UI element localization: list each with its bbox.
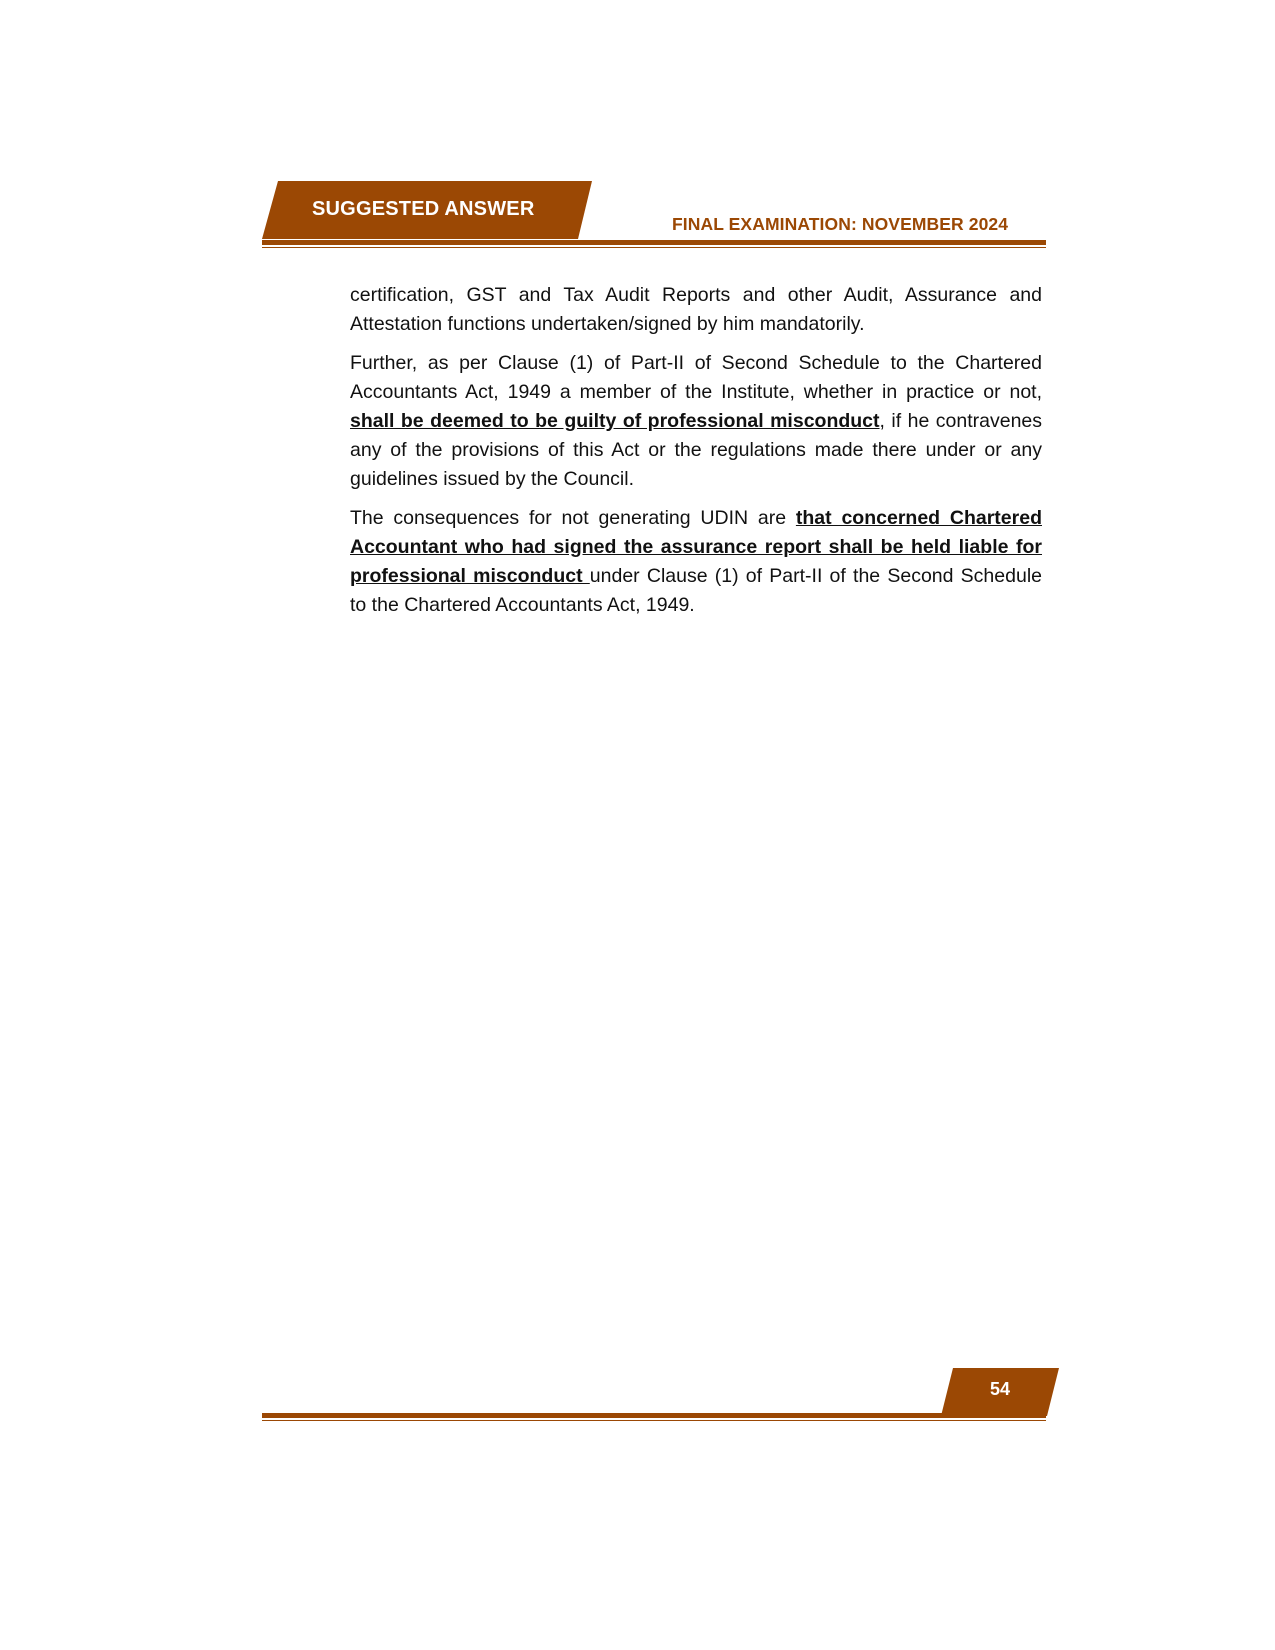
page-number: 54 bbox=[989, 1379, 1011, 1399]
footer-rule-thin bbox=[262, 1420, 1046, 1421]
exam-title: FINAL EXAMINATION: NOVEMBER 2024 bbox=[672, 214, 1009, 234]
paragraph-1-text: certification, GST and Tax Audit Reports and other Audit, Assurance and Attestation functions undertaken/signed by him mandatorily. bbox=[350, 284, 1042, 335]
header-rule-thin bbox=[262, 247, 1046, 248]
header-tab-label: SUGGESTED ANSWER bbox=[312, 198, 535, 220]
paragraph-3 bbox=[350, 504, 1042, 620]
answer-body bbox=[350, 281, 1042, 630]
footer-rule bbox=[262, 1413, 1046, 1418]
paragraph-2-text-end: , if he contravenes any of the provisions of this Act or the regulations made there under or any guidelines issued by the Council. bbox=[350, 410, 1043, 490]
paragraph-1 bbox=[350, 281, 1042, 339]
header-rule bbox=[262, 240, 1046, 245]
paragraph-2-emphasis: shall be deemed to be guilty of professional misconduct bbox=[350, 410, 880, 432]
paragraph-3-emphasis: that concerned Chartered Accountant who had signed the assurance report shall be held liable for professional misconduct bbox=[350, 507, 1042, 587]
paragraph-3-text-end: under Clause (1) of Part-II of the Second Schedule to the Chartered Accountants Act, 1949. bbox=[350, 565, 1042, 616]
paragraph-2 bbox=[350, 349, 1042, 494]
paragraph-2-text-start: Further, as per Clause (1) of Part-II of Second Schedule to the Chartered Accountants Act, 1949 a member of the Institute, whether in practice or not, bbox=[350, 352, 1042, 403]
paragraph-3-text-start: The consequences for not generating UDIN are bbox=[350, 507, 796, 529]
